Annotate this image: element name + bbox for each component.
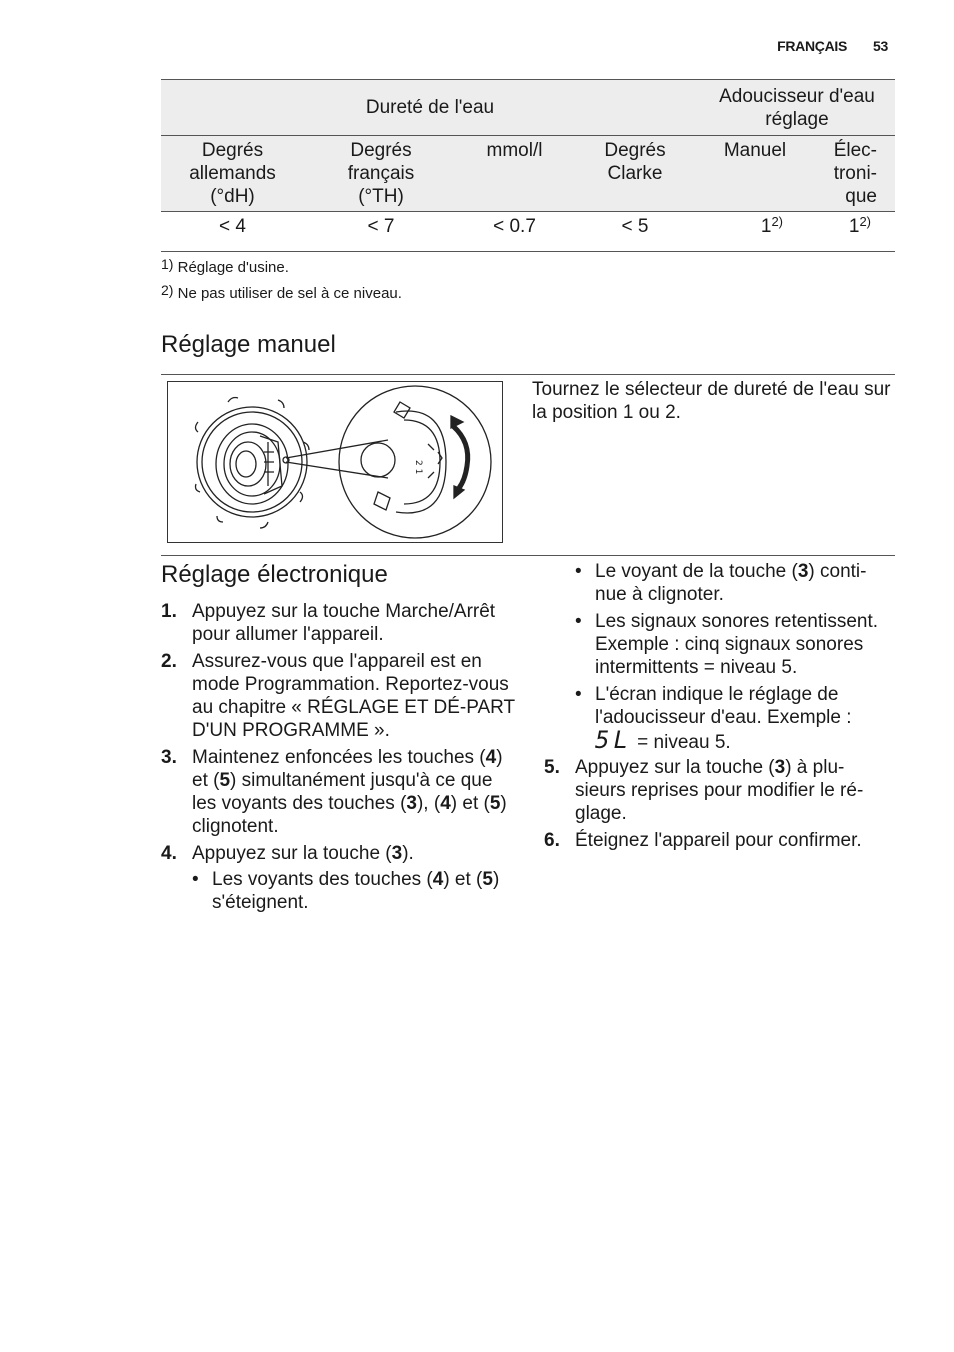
table-cell: < 4 <box>161 212 304 252</box>
list-item: • Les signaux sonores retentissent. Exemple : cinq signaux sonores intermittents = niveau 5. <box>575 611 879 678</box>
table-cell: < 7 <box>304 212 458 252</box>
water-hardness-table <box>161 79 895 252</box>
section-title-electronic: Réglage électronique <box>161 561 388 588</box>
table-group-softener: Adoucisseur d'eau réglage <box>699 80 895 136</box>
list-item: 3. Maintenez enfoncées les touches (4) et (5) simultanément jusqu'à ce que les voyants des touches (3), (4) et (5) clignotent. <box>161 747 507 837</box>
bullet-list-step4 <box>192 868 512 918</box>
steps-list-right <box>544 756 895 856</box>
table-cell: < 0.7 <box>458 212 571 252</box>
divider <box>161 374 895 375</box>
list-item: • L'écran indique le réglage de l'adoucisseur d'eau. Exemple : 5L = niveau 5. <box>575 684 852 754</box>
dial-illustration <box>167 381 503 543</box>
table-header-manual: Manuel <box>699 136 811 212</box>
language-label: FRANÇAIS <box>777 38 848 54</box>
list-item: • Le voyant de la touche (3) conti-nue à clignoter. <box>575 561 867 605</box>
table-header-clarke: Degrés Clarke <box>571 136 699 212</box>
list-item: 2. Assurez-vous que l'appareil est en mode Programmation. Reportez-vous au chapitre « RÉGLAGE ET DÉ-PART D'UN PROGRAMME ». <box>161 651 515 741</box>
steps-list-left <box>161 600 520 869</box>
footnote: $^{1)}$ Réglage d'usine. <box>161 256 289 276</box>
table-cell: < 5 <box>571 212 699 252</box>
manual-instruction: Tournez le sélecteur de dureté de l'eau sur la position 1 ou 2. <box>532 379 891 423</box>
table-header-electronic: Élec- troni- que <box>811 136 895 212</box>
divider <box>161 555 895 556</box>
hardness-dial-icon <box>168 382 502 542</box>
page-header <box>777 38 888 54</box>
list-item: 6. Éteignez l'appareil pour confirmer. <box>544 830 862 851</box>
section-title-manual: Réglage manuel <box>161 331 336 358</box>
table-cell: 1$^{2)}$ <box>699 212 811 252</box>
svg-text:2 1: 2 1 <box>413 460 423 475</box>
table-header-french: Degrés français (°TH) <box>304 136 458 212</box>
table-header-german: Degrés allemands (°dH) <box>161 136 304 212</box>
table-header-mmol: mmol/l <box>458 136 571 212</box>
bullet-list-right <box>575 560 895 758</box>
footnote: $^{2)}$ Ne pas utiliser de sel à ce niveau. <box>161 282 402 302</box>
list-item: 5. Appuyez sur la touche (3) à plu-sieurs reprises pour modifier le ré-glage. <box>544 757 864 824</box>
table-cell: 1$^{2)}$ <box>811 212 895 252</box>
display-readout: 5L <box>595 726 632 754</box>
page-number: 53 <box>873 38 888 54</box>
list-item: 1. Appuyez sur la touche Marche/Arrêt pour allumer l'appareil. <box>161 601 496 645</box>
table-group-hardness: Dureté de l'eau <box>161 80 699 136</box>
list-item: • Les voyants des touches (4) et (5) s'éteignent. <box>192 869 500 913</box>
list-item: 4. Appuyez sur la touche (3). <box>161 843 414 864</box>
